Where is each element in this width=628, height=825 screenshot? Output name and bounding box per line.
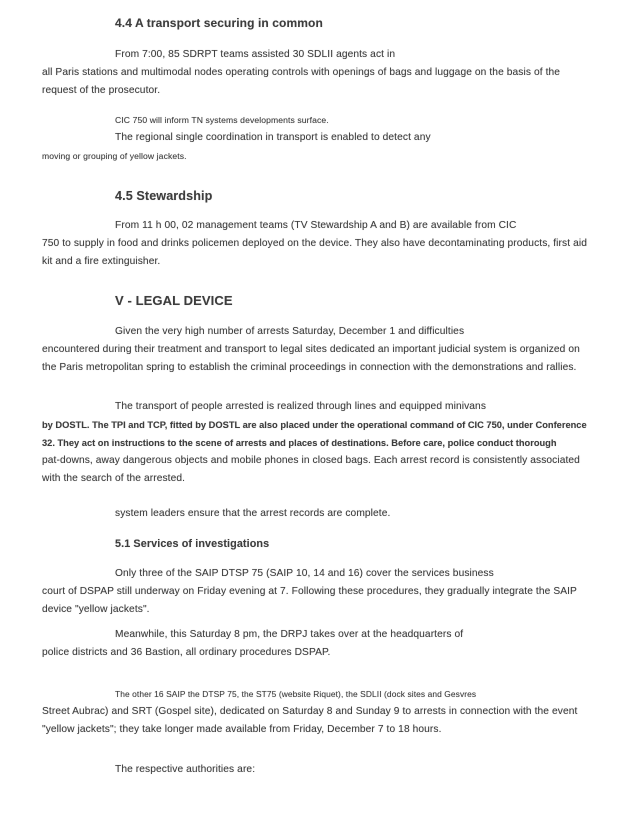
text-line: request of the prosecutor. bbox=[42, 85, 161, 96]
text-line: Only three of the SAIP DTSP 75 (SAIP 10, 14 and 16) cover the services business bbox=[115, 568, 494, 579]
text-line: "yellow jackets"; they take longer made available from Friday, December 7 to 18 hours. bbox=[42, 724, 442, 735]
text-line: Given the very high number of arrests Saturday, December 1 and difficulties bbox=[115, 326, 465, 337]
text-line-bold: by DOSTL. The TPI and TCP, fitted by DOSTL are also placed under the operational command of CIC 750, under Conference bbox=[42, 420, 587, 430]
para-judicial-system bbox=[42, 323, 628, 377]
heading-text: 4.4 A transport securing in common bbox=[115, 16, 323, 30]
para-cic-coordination bbox=[42, 111, 628, 165]
para-transport-teams bbox=[42, 46, 628, 100]
section-heading-5-1 bbox=[42, 535, 628, 553]
text-line: moving or grouping of yellow jackets. bbox=[42, 151, 187, 161]
text-line: encountered during their treatment and transport to legal sites dedicated an important judicial system is organized on bbox=[42, 344, 580, 355]
text-line-small: The other 16 SAIP the DTSP 75, the ST75 (website Riquet), the SDLII (dock sites and Gesvres bbox=[115, 689, 477, 699]
text-line: system leaders ensure that the arrest records are complete. bbox=[115, 508, 391, 519]
text-line: From 7:00, 85 SDRPT teams assisted 30 SDLII agents act in bbox=[115, 49, 396, 60]
heading-text: 4.5 Stewardship bbox=[115, 189, 213, 203]
para-transport-arrested bbox=[42, 398, 628, 488]
text-line: The transport of people arrested is realized through lines and equipped minivans bbox=[115, 401, 487, 412]
para-other-saip bbox=[42, 686, 628, 739]
section-heading-4-5 bbox=[42, 187, 628, 205]
text-line: From 11 h 00, 02 management teams (TV Stewardship A and B) are available from CIC bbox=[115, 220, 517, 231]
para-authorities-intro bbox=[42, 761, 628, 779]
heading-text: 5.1 Services of investigations bbox=[115, 538, 270, 550]
text-line: Meanwhile, this Saturday 8 pm, the DRPJ takes over at the headquarters of bbox=[115, 629, 464, 640]
text-line: CIC 750 will inform TN systems developments surface. bbox=[115, 115, 329, 125]
text-line: the Paris metropolitan spring to establish the criminal proceedings in connection with the demonstrations and rallies. bbox=[42, 362, 577, 373]
text-line-bold: 32. They act on instructions to the scene of arrests and places of destinations. Before care, police conduct thorough bbox=[42, 438, 557, 448]
text-line: police districts and 36 Bastion, all ordinary procedures DSPAP. bbox=[42, 647, 331, 658]
para-arrest-records bbox=[42, 505, 628, 523]
text-line: The respective authorities are: bbox=[115, 764, 256, 775]
section-heading-4-4 bbox=[42, 14, 628, 32]
section-heading-legal-device bbox=[42, 292, 628, 310]
text-line: pat-downs, away dangerous objects and mobile phones in closed bags. Each arrest record is consistently associated bbox=[42, 455, 580, 466]
text-line: kit and a fire extinguisher. bbox=[42, 256, 161, 267]
para-saip-services bbox=[42, 565, 628, 619]
text-line: 750 to supply in food and drinks policemen deployed on the device. They also have decontaminating products, first aid bbox=[42, 238, 587, 249]
para-drpj bbox=[42, 626, 628, 662]
heading-text: V - LEGAL DEVICE bbox=[115, 293, 233, 308]
text-line: court of DSPAP still underway on Friday evening at 7. Following these procedures, they gradually integrate the SAIP bbox=[42, 586, 577, 597]
para-stewardship bbox=[42, 217, 628, 271]
text-line: device "yellow jackets". bbox=[42, 604, 150, 615]
text-line: all Paris stations and multimodal nodes operating controls with openings of bags and luggage on the basis of the bbox=[42, 67, 561, 78]
text-line: The regional single coordination in transport is enabled to detect any bbox=[115, 132, 431, 143]
text-line: Street Aubrac) and SRT (Gospel site), dedicated on Saturday 8 and Sunday 9 to arrests in connection with the event bbox=[42, 706, 578, 717]
text-line: with the search of the arrested. bbox=[42, 473, 186, 484]
